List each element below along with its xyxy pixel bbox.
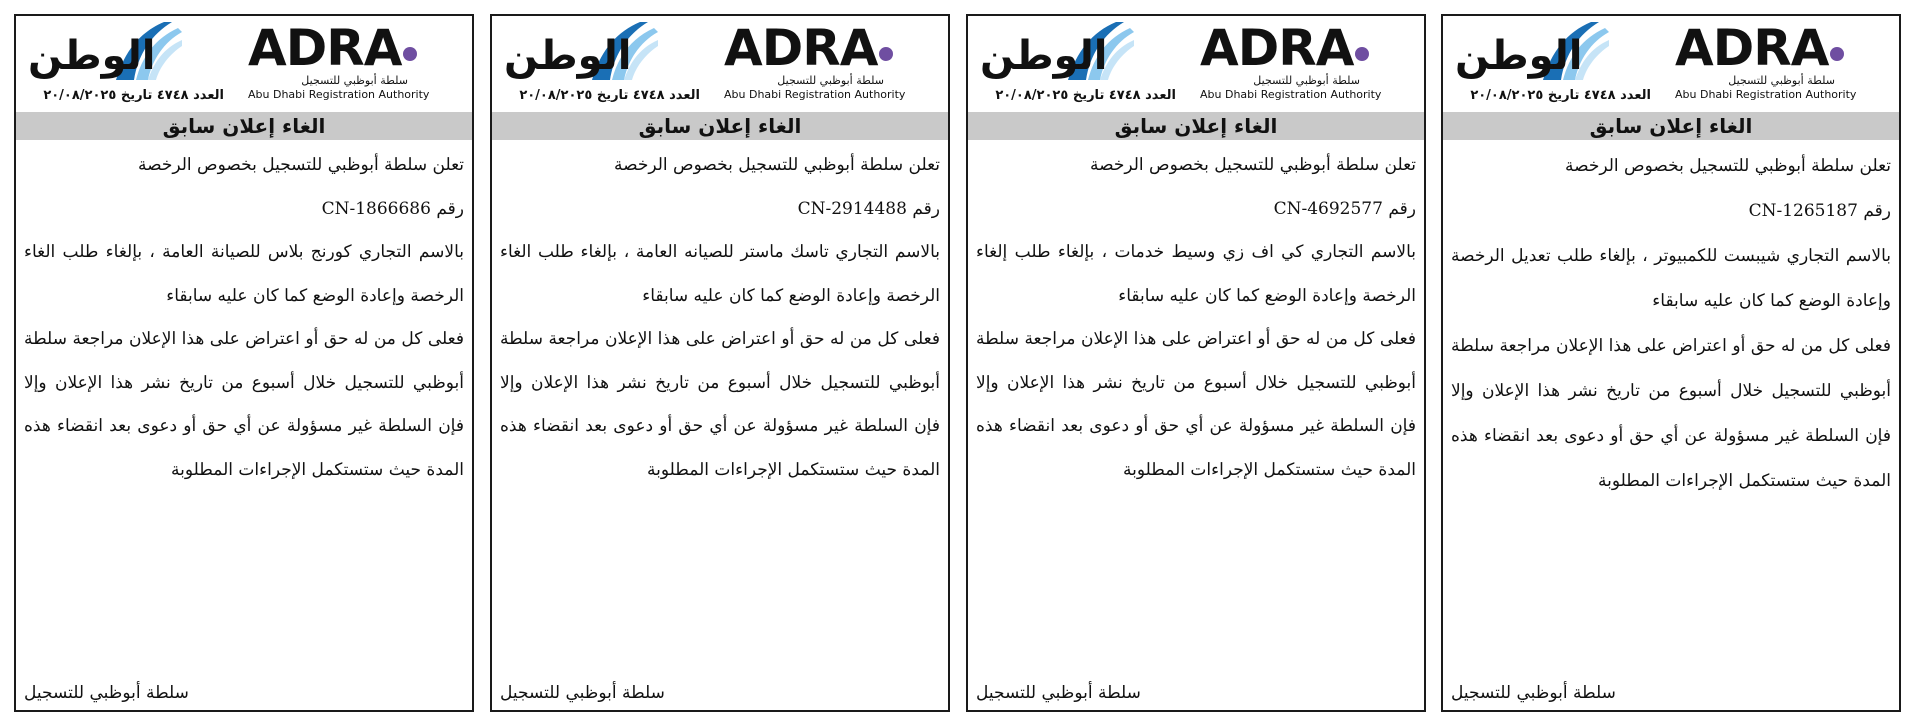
- alwatan-logo: [1451, 18, 1611, 86]
- adra-dot-icon: [1355, 47, 1369, 61]
- adra-arabic-name: سلطة أبوظبي للتسجيل: [301, 74, 408, 87]
- adra-arabic-name: سلطة أبوظبي للتسجيل: [1728, 74, 1835, 87]
- notice-panel: [966, 14, 1426, 712]
- license-number: رقم CN-1265187: [1748, 201, 1891, 221]
- adra-arabic-name: سلطة أبوظبي للتسجيل: [1253, 74, 1360, 87]
- adra-dot-icon: [1830, 47, 1844, 61]
- notice-panel: [490, 14, 950, 712]
- adra-logo: [1200, 19, 1400, 101]
- license-number: رقم CN-1866686: [321, 198, 464, 219]
- adra-arabic-name: سلطة أبوظبي للتسجيل: [777, 74, 884, 87]
- adra-english-name: Abu Dhabi Registration Authority: [1200, 88, 1382, 101]
- issue-date-line: العدد ٤٧٤٨ تاريخ ٢٠/٠٨/٢٠٢٥: [43, 88, 224, 103]
- license-number: رقم CN-4692577: [1273, 198, 1416, 219]
- newspaper-name: الوطن: [28, 33, 156, 79]
- issue-date-line: العدد ٤٧٤٨ تاريخ ٢٠/٠٨/٢٠٢٥: [1470, 88, 1651, 103]
- signature: سلطة أبوظبي للتسجيل: [976, 683, 1141, 703]
- signature: سلطة أبوظبي للتسجيل: [1451, 683, 1616, 703]
- notice-heading: الغاء إعلان سابق: [968, 112, 1424, 140]
- notice-intro: تعلن سلطة أبوظبي للتسجيل بخصوص الرخصة: [613, 155, 940, 175]
- adra-english-name: Abu Dhabi Registration Authority: [248, 88, 430, 101]
- adra-english-name: Abu Dhabi Registration Authority: [724, 88, 906, 101]
- trade-name-text: بالاسم التجاري كي اف زي وسيط خدمات ، بإلغاء طلب إلغاء الرخصة وإعادة الوضع كما كان عليه سابقاء: [976, 242, 1416, 306]
- adra-logo-text: ADRA: [248, 19, 402, 77]
- license-number: رقم CN-2914488: [797, 198, 940, 219]
- adra-logo: [248, 19, 448, 101]
- masthead: [1443, 16, 1899, 112]
- objection-text: فعلى كل من له حق أو اعتراض على هذا الإعلان مراجعة سلطة أبوظبي للتسجيل خلال أسبوع من تاريخ نشر هذا الإعلان وإلا فإن السلطة غير مسؤولة عن أي حق أو دعوى بعد انقضاء هذه المدة حيث ستستكمل الإجراءات المطلوبة: [976, 329, 1416, 480]
- signature: سلطة أبوظبي للتسجيل: [24, 683, 189, 703]
- trade-name-text: بالاسم التجاري شيبست للكمبيوتر ، بإلغاء طلب تعديل الرخصة وإعادة الوضع كما كان عليه سابقاء: [1451, 246, 1891, 311]
- signature: سلطة أبوظبي للتسجيل: [500, 683, 665, 703]
- objection-text: فعلى كل من له حق أو اعتراض على هذا الإعلان مراجعة سلطة أبوظبي للتسجيل خلال أسبوع من تاريخ نشر هذا الإعلان وإلا فإن السلطة غير مسؤولة عن أي حق أو دعوى بعد انقضاء هذه المدة حيث ستستكمل الإجراءات المطلوبة: [500, 329, 940, 480]
- notice-intro: تعلن سلطة أبوظبي للتسجيل بخصوص الرخصة: [1564, 156, 1891, 176]
- alwatan-logo: [24, 18, 184, 86]
- notice-body: [16, 140, 472, 492]
- issue-date-line: العدد ٤٧٤٨ تاريخ ٢٠/٠٨/٢٠٢٥: [995, 88, 1176, 103]
- notice-panel: [1441, 14, 1901, 712]
- notice-intro: تعلن سلطة أبوظبي للتسجيل بخصوص الرخصة: [1089, 155, 1416, 175]
- newspaper-name: الوطن: [1455, 33, 1583, 79]
- adra-dot-icon: [879, 47, 893, 61]
- adra-logo: [724, 19, 924, 101]
- notice-body: [1443, 140, 1899, 504]
- alwatan-logo: [976, 18, 1136, 86]
- notice-body: [968, 140, 1424, 492]
- trade-name-text: بالاسم التجاري تاسك ماستر للصيانه العامة ، بإلغاء طلب الغاء الرخصة وإعادة الوضع كما كان عليه سابقاء: [500, 242, 940, 306]
- masthead: [968, 16, 1424, 112]
- masthead: [16, 16, 472, 112]
- issue-date-line: العدد ٤٧٤٨ تاريخ ٢٠/٠٨/٢٠٢٥: [519, 88, 700, 103]
- notice-intro: تعلن سلطة أبوظبي للتسجيل بخصوص الرخصة: [137, 155, 464, 175]
- alwatan-logo: [500, 18, 660, 86]
- masthead: [492, 16, 948, 112]
- notice-body: [492, 140, 948, 492]
- notice-heading: الغاء إعلان سابق: [1443, 112, 1899, 140]
- newspaper-name: الوطن: [980, 33, 1108, 79]
- notice-panel: [14, 14, 474, 712]
- notice-heading: الغاء إعلان سابق: [16, 112, 472, 140]
- adra-english-name: Abu Dhabi Registration Authority: [1675, 88, 1857, 101]
- objection-text: فعلى كل من له حق أو اعتراض على هذا الإعلان مراجعة سلطة أبوظبي للتسجيل خلال أسبوع من تاريخ نشر هذا الإعلان وإلا فإن السلطة غير مسؤولة عن أي حق أو دعوى بعد انقضاء هذه المدة حيث ستستكمل الإجراءات المطلوبة: [24, 329, 464, 480]
- adra-logo-text: ADRA: [724, 19, 878, 77]
- objection-text: فعلى كل من له حق أو اعتراض على هذا الإعلان مراجعة سلطة أبوظبي للتسجيل خلال أسبوع من تاريخ نشر هذا الإعلان وإلا فإن السلطة غير مسؤولة عن أي حق أو دعوى بعد انقضاء هذه المدة حيث ستستكمل الإجراءات المطلوبة: [1451, 336, 1891, 491]
- notice-heading: الغاء إعلان سابق: [492, 112, 948, 140]
- adra-logo-text: ADRA: [1200, 19, 1354, 77]
- adra-logo: [1675, 19, 1875, 101]
- adra-dot-icon: [403, 47, 417, 61]
- adra-logo-text: ADRA: [1675, 19, 1829, 77]
- trade-name-text: بالاسم التجاري كورنج بلاس للصيانة العامة ، بإلغاء طلب الغاء الرخصة وإعادة الوضع كما كان عليه سابقاء: [24, 242, 464, 306]
- newspaper-name: الوطن: [504, 33, 632, 79]
